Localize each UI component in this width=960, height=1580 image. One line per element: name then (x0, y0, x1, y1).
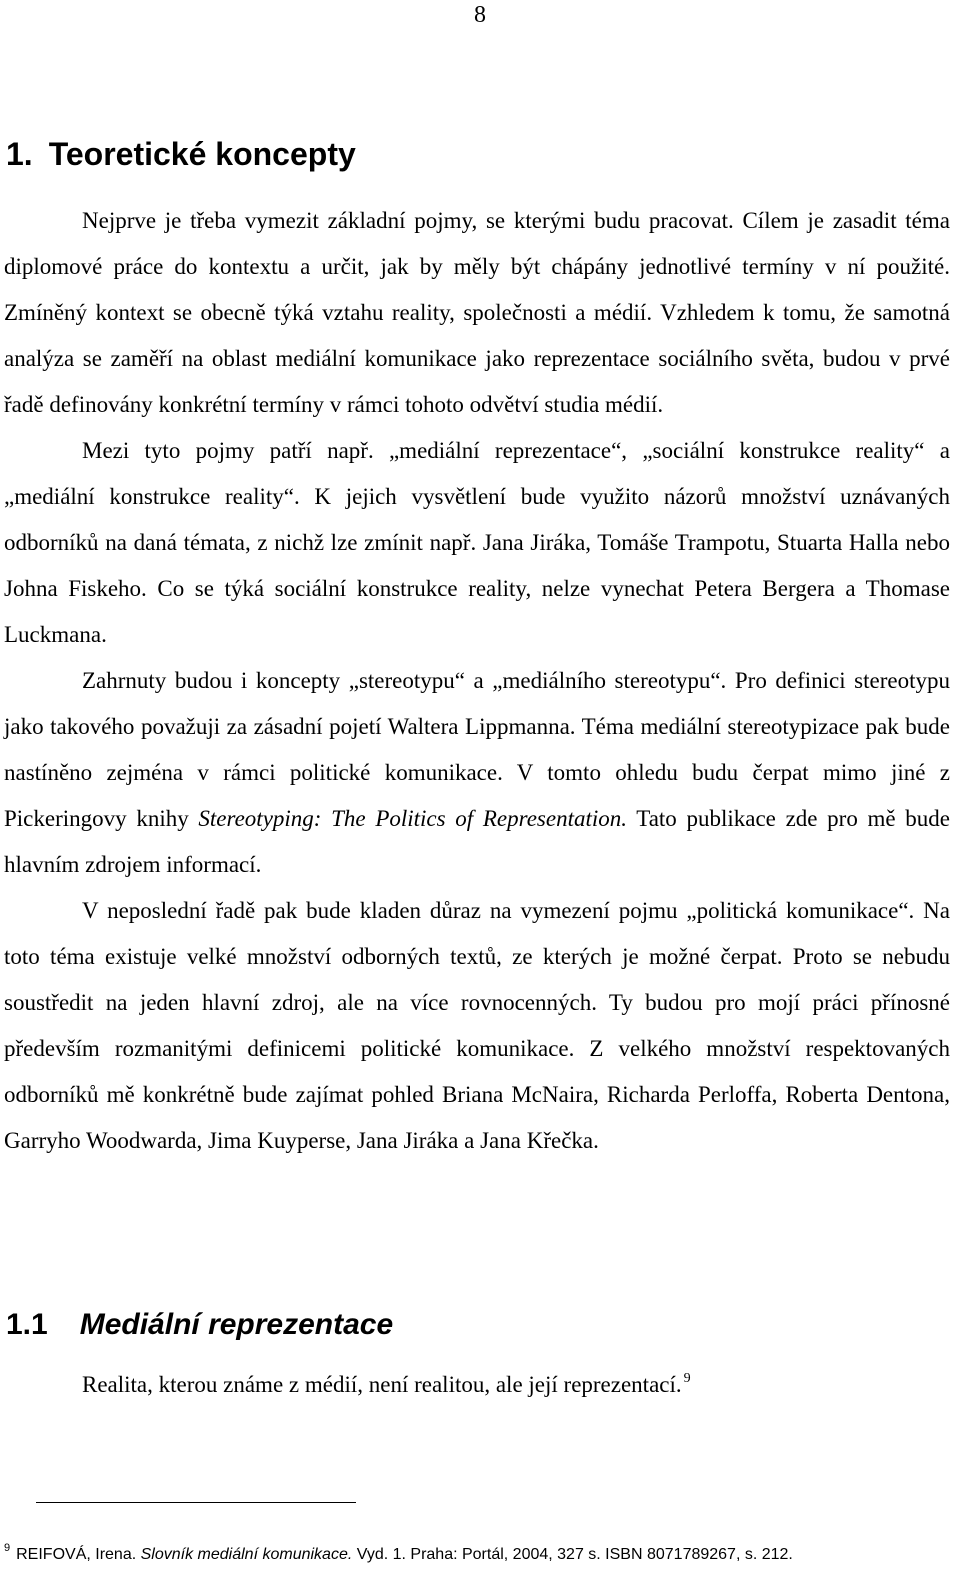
paragraph-4: V neposlední řadě pak bude kladen důraz na vymezení pojmu „politická komunikace“. Na toto téma existuje velké množství odborných textů, ze kterých je možné čerpat. Proto se nebudu soustředit na jeden hlavní zdroj, ale na více rovnocenných. Ty budou pro mojí práci přínosné především rozmanitými definicemi politické komunikace. Z velkého množství respektovaných odborníků mě konkrétně bude zajímat pohled Briana McNaira, Richarda Perloffa, Roberta Dentona, Garryho Woodwarda, Jima Kuyperse, Jana Jiráka a Jana Křečka. (4, 898, 950, 1153)
page-number: 8 (474, 2, 486, 28)
section-heading (6, 1308, 393, 1342)
section-quote (82, 1356, 691, 1408)
quote-text: Realita, kterou známe z médií, není realitou, ale její reprezentací. (82, 1372, 682, 1397)
footnote-author: REIFOVÁ, Irena. (16, 1546, 137, 1563)
book-title: Stereotyping: The Politics of Representation. (198, 806, 627, 831)
footnote-title: Slovník mediální komunikace. (140, 1546, 353, 1563)
chapter-heading (6, 136, 356, 173)
paragraph-2: Mezi tyto pojmy patří např. „mediální reprezentace“, „sociální konstrukce reality“ a „mediální konstrukce reality“. K jejich vysvětlení bude využito názorů množství uznávaných odborníků na daná témata, z nichž lze zmínit např. Jana Jiráka, Tomáše Trampotu, Stuarta Halla nebo Johna Fiskeho. Co se týká sociální konstrukce reality, nelze vynechat Petera Bergera a Thomase Luckmana. (4, 438, 950, 647)
paragraph-3 (4, 658, 950, 888)
footnote-separator (36, 1502, 356, 1503)
chapter-title: Teoretické koncepty (48, 136, 356, 172)
paragraph-1: Nejprve je třeba vymezit základní pojmy, se kterými budu pracovat. Cílem je zasadit téma diplomové práce do kontextu a určit, jak by měly být chápány jednotlivé termíny v ní použité. Zmíněný kontext se obecně týká vztahu reality, společnosti a médií. Vzhledem k tomu, že samotná analýza se zaměří na oblast mediální komunikace jako reprezentace sociálního světa, budou v prvé řadě definovány konkrétní termíny v rámci tohoto odvětví studia médií. (4, 208, 950, 417)
footnote (4, 1542, 793, 1564)
paragraph-3-text-b: Tato publikace zde pro mě bude hlavním zdrojem informací. (4, 806, 951, 877)
footnote-rest: Vyd. 1. Praha: Portál, 2004, 327 s. ISBN 8071789267, s. 212. (356, 1546, 793, 1563)
section-number: 1.1 (6, 1308, 48, 1341)
footnote-reference: 9 (683, 1371, 691, 1386)
section-title: Mediální reprezentace (79, 1308, 394, 1341)
chapter-number: 1. (6, 136, 33, 172)
footnote-marker: 9 (4, 1542, 11, 1554)
chapter-body (4, 198, 950, 1164)
paragraph-3-text-a: Zahrnuty budou i koncepty „stereotypu“ a „mediálního stereotypu“. Pro definici stereotypu jako takového považuji za zásadní pojetí Waltera Lippmanna. Téma mediální stereotypizace pak bude nastíněno zejména v rámci politické komunikace. V tomto ohledu budu čerpat mimo jiné z Pickeringovy knihy (4, 668, 950, 831)
